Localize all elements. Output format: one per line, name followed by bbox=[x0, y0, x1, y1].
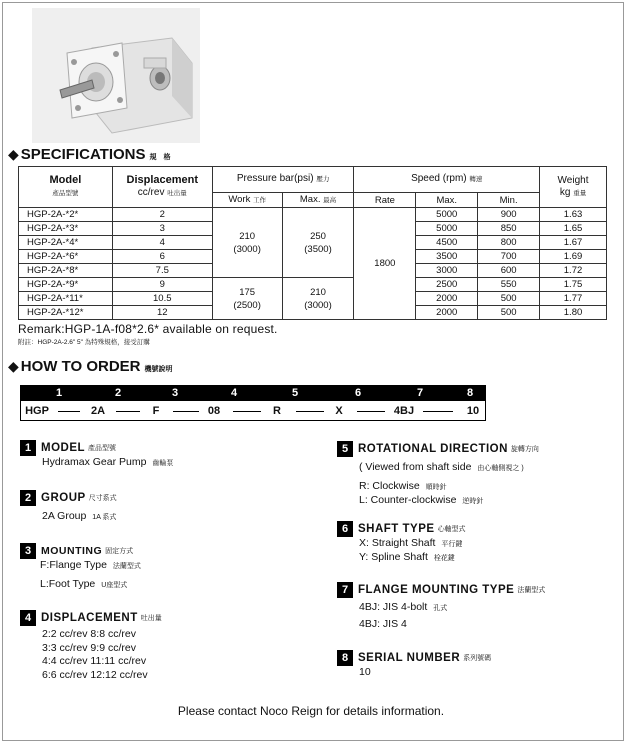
item-label-cn: 系列號碼 bbox=[463, 655, 492, 662]
item-label-cn: 法蘭型式 bbox=[517, 587, 546, 594]
item-line: 10 bbox=[359, 666, 371, 678]
item-line: F:Flange Type 法蘭型式 bbox=[40, 559, 141, 571]
item-label: SERIAL NUMBER bbox=[358, 652, 461, 664]
cell-displacement: 9 bbox=[112, 278, 212, 292]
cell-speed-min: 900 bbox=[478, 208, 540, 222]
item-label: ROTATIONAL DIRECTION bbox=[358, 443, 508, 455]
cell-work-group2: 175 (2500) bbox=[212, 278, 282, 320]
cell-work-group1: 210 (3000) bbox=[212, 208, 282, 278]
code-value: X bbox=[335, 405, 343, 417]
header-speed: Speed (rpm) 轉速 bbox=[354, 167, 540, 193]
specifications-title-cn: 規 格 bbox=[149, 153, 171, 161]
code-number: 7 bbox=[416, 387, 424, 399]
how-to-order-title-cn: 機號說明 bbox=[144, 365, 173, 373]
footer-contact-text: Please contact Noco Reign for details information. bbox=[177, 704, 445, 718]
item-label-cn: 固定方式 bbox=[105, 548, 134, 555]
code-value: F bbox=[152, 405, 160, 417]
diamond-bullet-icon: ◆ bbox=[8, 358, 19, 374]
item-line: L:Foot Type U座型式 bbox=[40, 577, 128, 590]
code-separator bbox=[423, 411, 453, 412]
code-separator bbox=[357, 411, 385, 412]
cell-max-group2: 210 (3000) bbox=[282, 278, 354, 320]
cell-weight: 1.69 bbox=[540, 250, 607, 264]
cell-max-group1: 250 (3500) bbox=[282, 208, 354, 278]
header-displacement: Displacement cc/rev 吐出量 bbox=[112, 167, 212, 208]
code-number: 8 bbox=[466, 387, 474, 399]
cell-weight: 1.80 bbox=[540, 306, 607, 320]
cell-model: HGP-2A-*2* bbox=[19, 208, 113, 222]
cell-rate: 1800 bbox=[354, 208, 416, 320]
item-label-cn: 吐出量 bbox=[140, 615, 162, 622]
header-max-pressure: Max. 最高 bbox=[282, 193, 354, 208]
order-item-shaft-type bbox=[337, 521, 466, 565]
item-label-cn: 旋轉方向 bbox=[510, 446, 539, 453]
order-item-mounting bbox=[20, 543, 141, 592]
item-label: DISPLACEMENT bbox=[41, 612, 138, 624]
item-line: 4:4 cc/rev 11:11 cc/rev bbox=[42, 655, 147, 667]
order-item-serial-number bbox=[337, 650, 491, 680]
item-number-badge: 3 bbox=[20, 543, 36, 559]
item-line: Y: Spline Shaft 栓花鍵 bbox=[359, 551, 455, 563]
order-item-rotational-direction bbox=[337, 441, 539, 508]
cell-weight: 1.67 bbox=[540, 236, 607, 250]
code-value: 4BJ bbox=[393, 405, 415, 417]
item-line: 4BJ: JIS 4-bolt 孔式 bbox=[359, 601, 448, 613]
how-to-order-heading bbox=[8, 358, 173, 375]
cell-weight: 1.65 bbox=[540, 222, 607, 236]
cell-displacement: 6 bbox=[112, 250, 212, 264]
cell-speed-min: 500 bbox=[478, 292, 540, 306]
code-value: HGP bbox=[25, 405, 49, 417]
item-line: ( Viewed from shaft side 由心軸側視之 ) bbox=[359, 461, 524, 473]
code-number: 2 bbox=[114, 387, 122, 399]
item-label: FLANGE MOUNTING TYPE bbox=[358, 584, 515, 596]
item-label-cn: 產品型號 bbox=[88, 445, 117, 452]
item-number-badge: 4 bbox=[20, 610, 36, 626]
cell-model: HGP-2A-*6* bbox=[19, 250, 113, 264]
cell-speed-max: 5000 bbox=[416, 222, 478, 236]
item-line: 2A Group 1A 系式 bbox=[42, 510, 117, 522]
cell-speed-min: 550 bbox=[478, 278, 540, 292]
item-line: 6:6 cc/rev 12:12 cc/rev bbox=[42, 668, 148, 681]
cell-speed-max: 2000 bbox=[416, 292, 478, 306]
header-weight: Weight kg 重量 bbox=[540, 167, 607, 208]
cell-model: HGP-2A-*11* bbox=[19, 292, 113, 306]
remark-text: Remark:HGP-1A-f08*2.6* available on request. bbox=[18, 322, 278, 336]
specifications-table bbox=[18, 166, 607, 320]
header-rate: Rate bbox=[354, 193, 416, 208]
cell-weight: 1.63 bbox=[540, 208, 607, 222]
item-label-cn: 心軸型式 bbox=[437, 526, 466, 533]
item-line: L: Counter-clockwise 逆時針 bbox=[359, 493, 484, 506]
code-value: 10 bbox=[466, 405, 480, 417]
table-row bbox=[19, 208, 607, 222]
item-label: MOUNTING bbox=[41, 545, 103, 557]
cell-model: HGP-2A-*8* bbox=[19, 264, 113, 278]
cell-speed-max: 2500 bbox=[416, 278, 478, 292]
cell-displacement: 10.5 bbox=[112, 292, 212, 306]
cell-model: HGP-2A-*4* bbox=[19, 236, 113, 250]
code-value: R bbox=[273, 405, 281, 417]
gear-pump-illustration bbox=[32, 8, 200, 143]
diamond-bullet-icon: ◆ bbox=[8, 146, 19, 162]
item-line: 2:2 cc/rev 8:8 cc/rev bbox=[42, 628, 136, 640]
item-line: X: Straight Shaft 平行鍵 bbox=[359, 537, 463, 549]
cell-model: HGP-2A-*12* bbox=[19, 306, 113, 320]
item-line: 3:3 cc/rev 9:9 cc/rev bbox=[42, 641, 136, 654]
item-line: Hydramax Gear Pump 齒輪泵 bbox=[42, 456, 174, 468]
cell-weight: 1.77 bbox=[540, 292, 607, 306]
cell-speed-max: 4500 bbox=[416, 236, 478, 250]
item-label: MODEL bbox=[41, 442, 86, 454]
code-value: 08 bbox=[207, 405, 221, 417]
item-number-badge: 1 bbox=[20, 440, 36, 456]
cell-speed-max: 5000 bbox=[416, 208, 478, 222]
header-speed-max: Max. bbox=[416, 193, 478, 208]
remark-text-cn: 附註：HGP-2A-2.6" 5" 為特殊規格，接受訂購 bbox=[18, 339, 150, 346]
code-number: 3 bbox=[171, 387, 179, 399]
item-number-badge: 5 bbox=[337, 441, 353, 457]
how-to-order-title: HOW TO ORDER bbox=[20, 358, 141, 375]
order-item-group bbox=[20, 490, 117, 525]
item-label: GROUP bbox=[41, 492, 86, 504]
item-line: 4BJ: JIS 4 bbox=[359, 617, 407, 630]
order-code-bar bbox=[20, 385, 486, 421]
item-number-badge: 8 bbox=[337, 650, 353, 666]
item-label: SHAFT TYPE bbox=[358, 523, 435, 535]
order-item-model bbox=[20, 440, 173, 471]
code-number: 1 bbox=[55, 387, 63, 399]
cell-model: HGP-2A-*9* bbox=[19, 278, 113, 292]
item-line: R: Clockwise 順時針 bbox=[359, 479, 447, 492]
item-number-badge: 6 bbox=[337, 521, 353, 537]
cell-speed-max: 3500 bbox=[416, 250, 478, 264]
specifications-title: SPECIFICATIONS bbox=[20, 146, 146, 163]
cell-model: HGP-2A-*3* bbox=[19, 222, 113, 236]
header-model: Model 產品型號 bbox=[19, 167, 113, 208]
code-value: 2A bbox=[90, 405, 106, 417]
cell-displacement: 2 bbox=[112, 208, 212, 222]
item-label-cn: 尺寸系式 bbox=[88, 495, 117, 502]
order-item-displacement bbox=[20, 610, 162, 682]
cell-speed-min: 700 bbox=[478, 250, 540, 264]
cell-speed-max: 3000 bbox=[416, 264, 478, 278]
cell-weight: 1.75 bbox=[540, 278, 607, 292]
cell-displacement: 7.5 bbox=[112, 264, 212, 278]
cell-speed-min: 500 bbox=[478, 306, 540, 320]
header-pressure: Pressure bar(psi) 壓力 bbox=[212, 167, 354, 193]
cell-displacement: 12 bbox=[112, 306, 212, 320]
cell-displacement: 4 bbox=[112, 236, 212, 250]
specifications-heading bbox=[8, 146, 171, 163]
item-number-badge: 7 bbox=[337, 582, 353, 598]
order-item-flange-mounting-type bbox=[337, 582, 545, 631]
item-number-badge: 2 bbox=[20, 490, 36, 506]
cell-speed-max: 2000 bbox=[416, 306, 478, 320]
header-speed-min: Min. bbox=[478, 193, 540, 208]
cell-speed-min: 600 bbox=[478, 264, 540, 278]
cell-weight: 1.72 bbox=[540, 264, 607, 278]
header-work: Work 工作 bbox=[212, 193, 282, 208]
cell-displacement: 3 bbox=[112, 222, 212, 236]
cell-speed-min: 800 bbox=[478, 236, 540, 250]
cell-speed-min: 850 bbox=[478, 222, 540, 236]
product-photo-gear-pump bbox=[32, 8, 200, 143]
code-number: 6 bbox=[354, 387, 362, 399]
code-number: 5 bbox=[291, 387, 299, 399]
code-number: 4 bbox=[230, 387, 238, 399]
code-separator bbox=[58, 411, 80, 412]
table-row bbox=[19, 278, 607, 292]
